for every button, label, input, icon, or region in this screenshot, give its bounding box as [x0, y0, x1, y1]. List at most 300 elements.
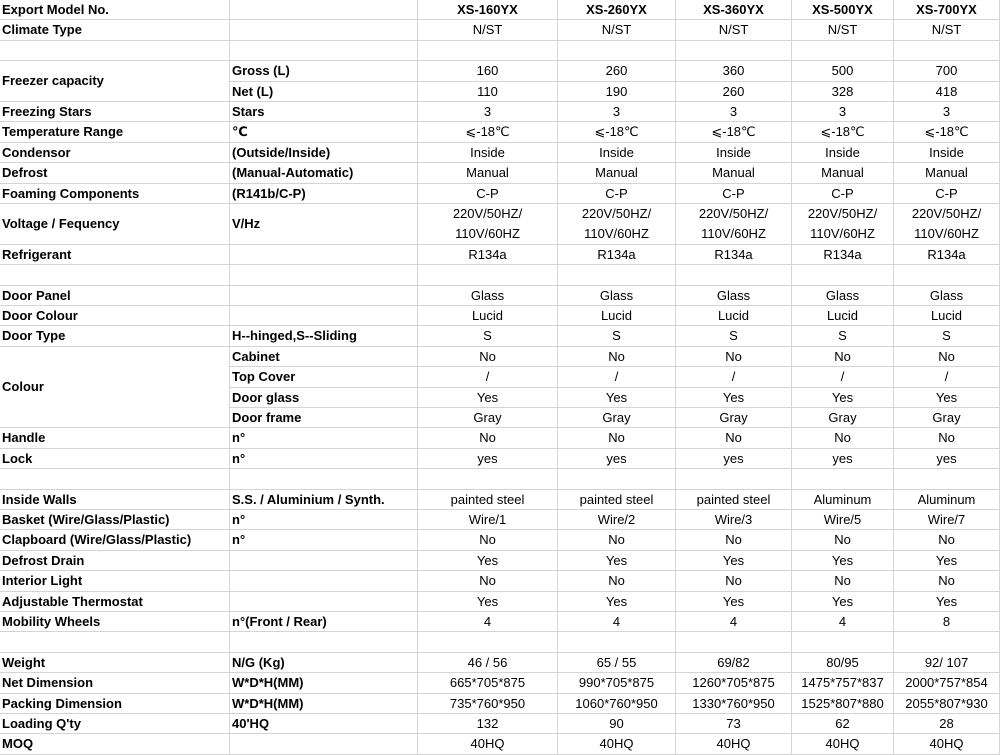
spec-label-cell — [0, 653, 230, 673]
spec-value: Glass — [825, 287, 860, 303]
spec-row — [0, 612, 1000, 632]
spec-label: Freezing Stars — [2, 104, 92, 119]
spec-value: R134a — [468, 246, 507, 262]
spec-unit-cell — [230, 306, 418, 326]
spec-unit-cell — [230, 510, 418, 530]
spec-label-cell — [0, 571, 230, 591]
spec-value: No — [479, 573, 496, 589]
spec-value: / — [792, 367, 893, 387]
model-name: XS-360YX — [703, 2, 764, 17]
spec-value: N/ST — [931, 22, 962, 38]
spec-unit: W*D*H(MM) — [232, 695, 304, 711]
spec-value: Wire/3 — [714, 512, 753, 527]
spec-value: 40HQ — [599, 736, 634, 752]
spec-value-cell — [676, 551, 792, 571]
empty-cell — [230, 265, 418, 285]
spec-label-cell — [0, 102, 230, 122]
spec-value-cell — [792, 102, 894, 122]
spec-value-cell — [894, 286, 1000, 306]
spec-value-cell — [418, 102, 558, 122]
spec-value-cell — [894, 245, 1000, 265]
spec-value-cell — [418, 20, 558, 40]
spec-value-cell — [894, 653, 1000, 673]
blank-row — [0, 41, 1000, 61]
spec-unit-cell — [230, 673, 418, 693]
spec-value-cell — [558, 673, 676, 693]
spec-value-cell — [418, 326, 558, 346]
spec-value-cell — [894, 510, 1000, 530]
spec-value: N/ST — [718, 22, 749, 38]
spec-value-cell — [676, 20, 792, 40]
model-name: XS-160YX — [457, 2, 518, 17]
spec-value: R134a — [927, 246, 966, 262]
spec-value: 80/95 — [826, 654, 859, 670]
spec-value-cell — [418, 286, 558, 306]
spec-label: Freezer capacity — [2, 73, 104, 89]
spec-value-cell — [792, 184, 894, 204]
spec-value: Lucid — [600, 308, 633, 323]
spec-value: Gray — [828, 409, 857, 425]
spec-value-cell — [894, 163, 1000, 183]
spec-unit: n° — [232, 450, 246, 466]
spec-value: 1525*807*880 — [801, 695, 884, 711]
spec-value: 328 — [831, 83, 854, 99]
spec-label: Climate Type — [2, 22, 82, 38]
spec-value: C-P — [935, 185, 958, 201]
spec-value-cell — [558, 163, 676, 183]
spec-value-cell — [558, 592, 676, 612]
spec-row — [0, 204, 1000, 245]
spec-value: R134a — [597, 246, 636, 262]
spec-value: S — [729, 328, 738, 344]
spec-label: Adjustable Thermostat — [2, 593, 143, 609]
spec-label-cell — [0, 204, 230, 245]
empty-cell — [792, 265, 894, 285]
spec-value: C-P — [831, 185, 854, 201]
spec-value-cell — [792, 653, 894, 673]
spec-value: 40HQ — [470, 736, 505, 752]
spec-value-cell — [676, 734, 792, 754]
spec-value: Yes — [935, 593, 958, 609]
spec-value-cell — [418, 306, 558, 326]
spec-value: ⩽-18℃ — [594, 124, 639, 140]
empty-cell — [0, 41, 230, 61]
spec-value: Manual — [925, 165, 968, 181]
spec-value-line: 220V/50HZ/ — [911, 206, 982, 221]
spec-value: painted steel — [450, 491, 525, 507]
spec-value: Yes — [476, 593, 499, 609]
spec-value: 360 — [676, 61, 791, 81]
model-header-2 — [676, 0, 792, 20]
spec-label-cell — [0, 734, 230, 754]
spec-unit-cell — [230, 530, 418, 550]
spec-value: 3 — [483, 104, 492, 119]
spec-value: No — [834, 532, 851, 548]
spec-value-cell — [676, 286, 792, 306]
spec-value-cell — [558, 694, 676, 714]
spec-value: 735*760*950 — [449, 695, 526, 711]
model-header-4 — [894, 0, 1000, 20]
spec-value-cell — [792, 530, 894, 550]
empty-cell — [894, 41, 1000, 61]
spec-row — [0, 245, 1000, 265]
spec-value-line: 110V/60HZ — [914, 226, 979, 241]
spec-unit-cell — [230, 449, 418, 469]
empty-cell — [0, 632, 230, 652]
empty-cell — [894, 265, 1000, 285]
spec-value-cell — [676, 61, 792, 102]
spec-value: yes — [832, 450, 853, 466]
spec-value: Aluminum — [813, 491, 872, 507]
spec-value-cell — [894, 204, 1000, 245]
spec-value-cell — [676, 653, 792, 673]
spec-value-cell — [676, 694, 792, 714]
spec-value-cell — [418, 530, 558, 550]
spec-value-line: 110V/60HZ — [701, 226, 766, 241]
spec-unit: W*D*H(MM) — [232, 675, 304, 691]
empty-cell — [558, 41, 676, 61]
spec-value-cell — [418, 551, 558, 571]
spec-label: Door Colour — [2, 308, 78, 323]
spec-label-cell — [0, 286, 230, 306]
spec-value-cell — [792, 143, 894, 163]
spec-label: Loading Q'ty — [2, 716, 81, 731]
model-name: XS-700YX — [916, 2, 977, 17]
spec-value-cell — [418, 612, 558, 632]
empty-cell — [894, 632, 1000, 652]
spec-value-line: 220V/50HZ/ — [807, 206, 878, 221]
spec-value: 40HQ — [825, 736, 860, 752]
spec-value: ⩽-18℃ — [465, 124, 510, 140]
spec-unit-cell — [230, 428, 418, 448]
spec-value-cell — [418, 694, 558, 714]
spec-value-line: 220V/50HZ/ — [581, 206, 652, 221]
spec-value-cell — [676, 449, 792, 469]
spec-value: No — [834, 573, 851, 589]
spec-value: No — [834, 430, 851, 446]
spec-value: painted steel — [579, 491, 654, 507]
spec-label: Inside Walls — [2, 491, 77, 507]
spec-value: Gray — [932, 409, 961, 425]
spec-label: Interior Light — [2, 573, 83, 589]
spec-value: / — [894, 367, 999, 387]
spec-value-cell — [894, 143, 1000, 163]
spec-value: / — [558, 367, 675, 387]
spec-value-cell — [792, 673, 894, 693]
spec-value-cell — [558, 571, 676, 591]
spec-value: No — [608, 573, 625, 589]
spec-label: Colour — [2, 379, 44, 395]
spec-label: Temperature Range — [2, 124, 124, 140]
spec-unit-cell — [230, 694, 418, 714]
spec-value: 1330*760*950 — [692, 695, 775, 711]
spec-value: Glass — [470, 287, 505, 303]
spec-value-cell — [558, 449, 676, 469]
spec-value: Aluminum — [917, 491, 976, 507]
spec-value: No — [676, 347, 791, 367]
spec-value: S — [612, 328, 621, 344]
spec-label: Door Panel — [2, 287, 71, 303]
spec-value: 665*705*875 — [449, 675, 526, 691]
spec-value: No — [725, 532, 742, 548]
spec-value: 132 — [476, 716, 499, 731]
spec-value: No — [558, 347, 675, 367]
spec-label-cell — [0, 551, 230, 571]
empty-cell — [230, 41, 418, 61]
spec-unit: n° — [232, 430, 246, 446]
spec-value: ⩽-18℃ — [711, 124, 756, 140]
spec-value-cell — [792, 245, 894, 265]
spec-row — [0, 163, 1000, 183]
spec-value-cell — [418, 163, 558, 183]
spec-value: Inside — [599, 144, 634, 160]
spec-value: Yes — [722, 593, 745, 609]
spec-unit: (R141b/C-P) — [232, 185, 306, 201]
spec-unit-cell — [230, 184, 418, 204]
spec-label-cell — [0, 163, 230, 183]
spec-value-cell — [676, 428, 792, 448]
spec-value-cell — [558, 143, 676, 163]
spec-value-cell — [792, 694, 894, 714]
spec-value-cell — [894, 571, 1000, 591]
spec-value: Wire/7 — [927, 512, 966, 527]
spec-unit: V/Hz — [232, 215, 261, 231]
spec-value: 3 — [838, 104, 847, 119]
spec-value: Gray — [602, 409, 631, 425]
empty-cell — [230, 469, 418, 489]
header-label: Export Model No. — [2, 2, 109, 17]
spec-value-cell — [894, 449, 1000, 469]
spec-unit-cell — [230, 245, 418, 265]
spec-unit: Stars — [232, 104, 265, 119]
spec-value: 3 — [729, 104, 738, 119]
spec-value-cell — [676, 122, 792, 142]
spec-value: No — [938, 573, 955, 589]
spec-label: Weight — [2, 654, 46, 670]
spec-value: Yes — [831, 593, 854, 609]
spec-value: No — [608, 430, 625, 446]
spec-value: yes — [723, 450, 744, 466]
spec-value-cell — [558, 428, 676, 448]
empty-cell — [418, 632, 558, 652]
spec-unit-cell — [230, 326, 418, 346]
header-unit-cell — [230, 0, 418, 20]
spec-row — [0, 20, 1000, 40]
spec-value-cell — [418, 714, 558, 734]
spec-row — [0, 510, 1000, 530]
spec-value: Yes — [605, 593, 628, 609]
spec-value-cell — [558, 122, 676, 142]
spec-label: MOQ — [2, 736, 34, 752]
spec-row — [0, 673, 1000, 693]
spec-unit: n° — [232, 512, 246, 527]
blank-row — [0, 469, 1000, 489]
spec-value-cell — [676, 347, 792, 429]
spec-value-cell — [792, 714, 894, 734]
spec-value: Lucid — [930, 308, 963, 323]
spec-value-cell — [418, 347, 558, 429]
spec-value: No — [938, 430, 955, 446]
spec-value: Gray — [473, 409, 502, 425]
spec-value: Gray — [719, 409, 748, 425]
spec-value: C-P — [722, 185, 745, 201]
spec-value-cell — [558, 20, 676, 40]
spec-value: R134a — [823, 246, 862, 262]
spec-unit-cell — [230, 102, 418, 122]
spec-sub-unit: Top Cover — [230, 367, 417, 387]
spec-value-cell — [676, 612, 792, 632]
spec-label-cell — [0, 326, 230, 346]
spec-label-cell — [0, 143, 230, 163]
spec-value: No — [608, 532, 625, 548]
empty-cell — [676, 41, 792, 61]
spec-value-cell — [676, 184, 792, 204]
spec-label: Basket (Wire/Glass/Plastic) — [2, 512, 170, 527]
spec-value-cell — [558, 306, 676, 326]
model-header-1 — [558, 0, 676, 20]
spec-value: 92/ 107 — [924, 654, 969, 670]
spec-label-cell — [0, 347, 230, 429]
spec-value: N/ST — [601, 22, 632, 38]
spec-label-cell — [0, 428, 230, 448]
spec-label-cell — [0, 122, 230, 142]
spec-unit: S.S. / Aluminium / Synth. — [232, 491, 385, 507]
spec-value: Yes — [792, 388, 893, 408]
empty-cell — [418, 41, 558, 61]
spec-value: No — [479, 430, 496, 446]
spec-value: Inside — [470, 144, 505, 160]
spec-value: 700 — [894, 61, 999, 81]
empty-cell — [676, 632, 792, 652]
spec-unit-cell — [230, 143, 418, 163]
spec-value-cell — [418, 122, 558, 142]
spec-value: No — [725, 573, 742, 589]
spec-value: ⩽-18℃ — [820, 124, 865, 140]
spec-sub-unit: Cabinet — [230, 347, 417, 367]
spec-value-cell — [894, 306, 1000, 326]
spec-value-line: 110V/60HZ — [810, 226, 875, 241]
spec-value-cell — [676, 306, 792, 326]
empty-cell — [676, 265, 792, 285]
spec-unit: (Manual-Automatic) — [232, 165, 354, 181]
spec-value: 500 — [792, 61, 893, 81]
spec-row — [0, 306, 1000, 326]
spec-value-cell — [558, 245, 676, 265]
spec-value-cell — [894, 551, 1000, 571]
spec-unit-cell — [230, 490, 418, 510]
spec-label-cell — [0, 490, 230, 510]
spec-value-cell — [792, 306, 894, 326]
spec-value-line: 110V/60HZ — [584, 226, 649, 241]
spec-row — [0, 551, 1000, 571]
spec-row — [0, 449, 1000, 469]
spec-value-cell — [792, 286, 894, 306]
spec-value-cell — [894, 714, 1000, 734]
spec-value: Inside — [825, 144, 860, 160]
spec-unit-cell — [230, 612, 418, 632]
spec-value-cell — [792, 347, 894, 429]
spec-value: C-P — [605, 185, 628, 201]
spec-value: Lucid — [826, 308, 859, 323]
spec-value: Yes — [476, 552, 499, 568]
model-name: XS-260YX — [586, 2, 647, 17]
spec-value-cell — [894, 347, 1000, 429]
spec-value: Manual — [712, 165, 755, 181]
spec-row-group — [0, 61, 1000, 102]
spec-value: Glass — [929, 287, 964, 303]
header-label-cell — [0, 0, 230, 20]
spec-value: painted steel — [696, 491, 771, 507]
model-name: XS-500YX — [812, 2, 873, 17]
spec-value: 62 — [835, 716, 850, 731]
spec-value: 190 — [605, 83, 628, 99]
empty-cell — [792, 469, 894, 489]
spec-label: Door Type — [2, 328, 66, 344]
spec-label-cell — [0, 245, 230, 265]
spec-value-cell — [894, 694, 1000, 714]
spec-value: / — [676, 367, 791, 387]
spec-value-cell — [418, 184, 558, 204]
spec-value: Glass — [716, 287, 751, 303]
spec-label-cell — [0, 306, 230, 326]
blank-row — [0, 632, 1000, 652]
spec-value: S — [942, 328, 951, 344]
spec-unit-cell — [230, 61, 418, 102]
spec-value: 4 — [483, 614, 492, 629]
empty-cell — [0, 265, 230, 285]
spec-value-cell — [418, 653, 558, 673]
spec-value: 46 / 56 — [467, 654, 508, 670]
spec-unit-cell — [230, 347, 418, 429]
spec-value: N/ST — [472, 22, 503, 38]
empty-cell — [558, 265, 676, 285]
spec-unit-cell — [230, 714, 418, 734]
spec-value-cell — [894, 490, 1000, 510]
spec-value-cell — [894, 673, 1000, 693]
model-header-0 — [418, 0, 558, 20]
empty-cell — [418, 265, 558, 285]
spec-unit: N/G (Kg) — [232, 654, 285, 670]
spec-unit-cell — [230, 286, 418, 306]
empty-cell — [894, 469, 1000, 489]
spec-value-cell — [894, 428, 1000, 448]
spec-sub-unit: Gross (L) — [230, 61, 417, 81]
spec-value: 3 — [612, 104, 621, 119]
empty-cell — [558, 469, 676, 489]
spec-value-cell — [792, 571, 894, 591]
spec-value-cell — [558, 510, 676, 530]
spec-value: Lucid — [471, 308, 504, 323]
spec-label: Refrigerant — [2, 246, 72, 262]
spec-label-cell — [0, 449, 230, 469]
spec-value-cell — [676, 592, 792, 612]
spec-value-cell — [418, 428, 558, 448]
spec-value: 160 — [418, 61, 557, 81]
spec-value: 4 — [612, 614, 621, 629]
spec-value: 1475*757*837 — [801, 675, 884, 691]
spec-value-cell — [558, 61, 676, 102]
spec-value-cell — [418, 245, 558, 265]
spec-value-cell — [792, 734, 894, 754]
spec-label: Foaming Components — [2, 185, 140, 201]
spec-value-cell — [676, 204, 792, 245]
spec-value: 40HQ — [716, 736, 751, 752]
spec-value-cell — [558, 490, 676, 510]
empty-cell — [676, 469, 792, 489]
spec-label-cell — [0, 673, 230, 693]
spec-value: 73 — [726, 716, 741, 731]
spec-value-cell — [418, 673, 558, 693]
